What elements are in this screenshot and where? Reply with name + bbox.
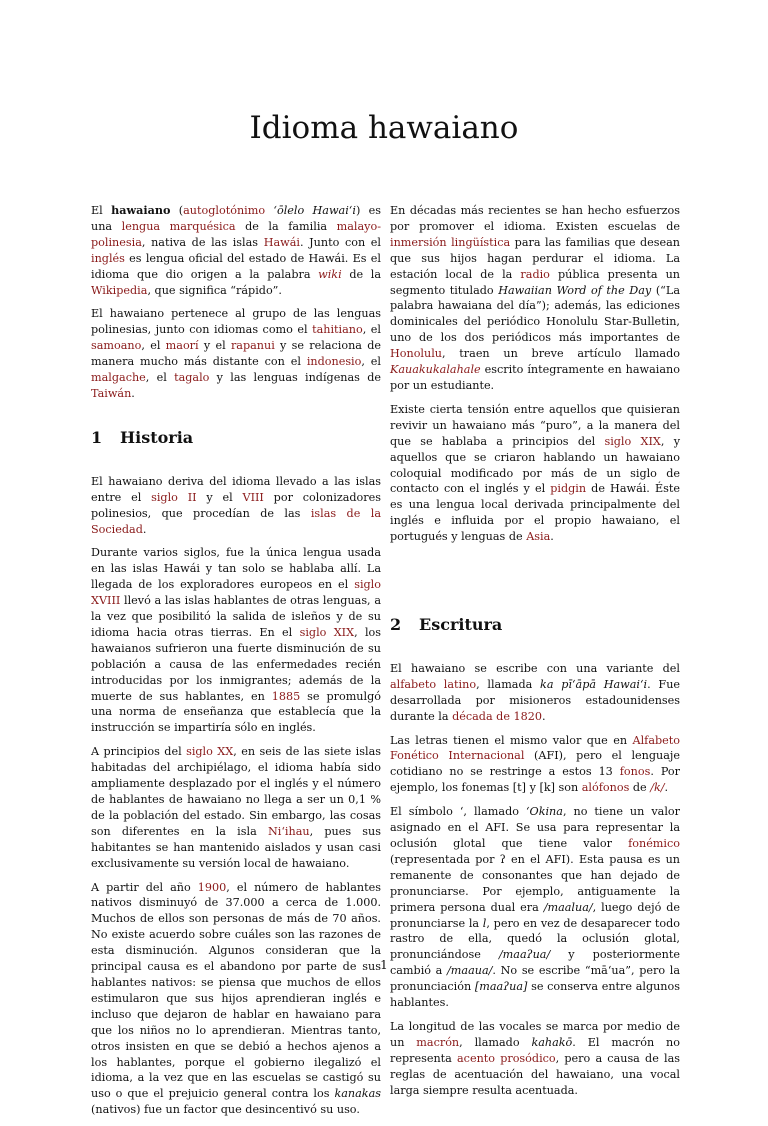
italic-term: Hawaiian Word of the Day — [498, 283, 652, 297]
section-heading-historia — [91, 427, 381, 447]
text-run: y posteriormente cambió a — [390, 948, 680, 978]
text-run: El símbolo ʻ, llamado — [390, 805, 526, 819]
wiki-link[interactable]: década de 1820 — [452, 709, 542, 723]
wiki-link[interactable]: 1885 — [271, 689, 301, 703]
wiki-link[interactable]: siglo XIX — [299, 625, 355, 639]
text-run: , los hawaianos sufrieron una fuerte disminución de su población a causa de las enfermedades recién introducidas por los inmigrantes; además de la muerte de sus hablantes, en — [91, 625, 381, 703]
wiki-link[interactable]: fonos — [619, 765, 651, 779]
italic-term: /maaua/ — [447, 964, 493, 978]
text-run: . Por ejemplo, los fonemas [t] y [k] son — [390, 765, 680, 795]
text-run: por colonizadores polinesios, que procedían de las — [91, 490, 381, 520]
text-run: de — [629, 781, 651, 795]
text-run: (“La palabra hawaiana del día”); además, las ediciones dominicales del periódico Honolulu Star-Bulletin, uno de los dos periódicos más importantes de — [390, 283, 680, 345]
text-run: ) es una — [91, 204, 381, 233]
text-run: . — [131, 386, 135, 400]
historia-paragraph-4 — [91, 880, 381, 1119]
wiki-link[interactable]: islas de la Sociedad — [91, 506, 381, 536]
escritura-paragraph-3 — [390, 804, 680, 1011]
text-run: Las letras tienen el mismo valor que en — [390, 733, 633, 747]
italic-term: ka pīʻāpā Hawaiʻi — [540, 677, 648, 691]
wiki-link[interactable]: macrón — [416, 1035, 460, 1049]
text-run: escrito íntegramente en hawaiano por un estudiante. — [390, 363, 680, 392]
bold-term: hawaiano — [111, 203, 171, 217]
text-run: (representada por ʔ en el AFI). Esta pausa es un remanente de consonantes que han dejado de pronunciarse. Por ejemplo, antiguamente la primera persona dual era — [390, 852, 680, 914]
text-run: (nativos) fue un factor que desincentivó su uso. — [91, 1103, 360, 1117]
escritura-paragraph-4 — [390, 1019, 680, 1099]
text-run: . — [542, 709, 546, 723]
italic-term: /maalua/ — [543, 900, 593, 914]
wiki-link[interactable]: alfabeto latino — [390, 677, 477, 691]
text-run: Existe cierta tensión entre aquellos que quisieran revivir un hawaiano más “puro”, a la manera del que se hablaba a principios del — [390, 402, 680, 448]
wiki-link[interactable]: Wikipedia — [91, 283, 148, 297]
intro-paragraph-1 — [91, 203, 381, 298]
text-run: , el — [361, 355, 382, 369]
text-run: (AFI), pero el lenguaje cotidiano no se restringe a estos 13 — [390, 749, 680, 779]
text-run: El — [91, 204, 112, 217]
historia-paragraph-5 — [390, 203, 680, 394]
intro-paragraph-2 — [91, 306, 381, 401]
wiki-link[interactable]: autoglotónimo — [183, 204, 266, 217]
italic-term: l — [482, 916, 487, 930]
text-run: , pues sus habitantes se han mantenido aislados y usan casi exclusivamente su versión local de hawaiano. — [91, 824, 381, 870]
text-run: y se relaciona de manera mucho más distante con el — [91, 339, 381, 369]
section-number: 1 — [91, 427, 103, 447]
wiki-link[interactable]: Asia — [526, 530, 551, 544]
text-run: llevó a las islas hablantes de otras lenguas, a la vez que posibilitó la salida de isleños y de su idioma hacia otras tierras. En el — [91, 594, 381, 639]
text-run: . — [142, 522, 147, 536]
text-run: y el — [196, 490, 243, 504]
wiki-link[interactable]: siglo II — [151, 490, 197, 504]
text-run: , el número de hablantes nativos disminuyó de 37.000 a cerca de 1.000. Muchos de ellos son personas de más de 70 años. No existe acuerdo sobre cuáles son las razones de esta disminución. Algunos consideran que la principal causa es el abandono por parte de sus hablantes nativos: se piensa que muchos de ellos estimularon que sus hijos aprendieran inglés e incluso que dejaron de hablar en hawaiano para que los niños no lo aprendieran. Mientras tanto, otros insisten en que se debió a hechos ajenos a los hablantes, porque el gobierno ilegalizó el idioma, a la vez que en las escuelas se castigó su uso o que el prejuicio general contra los — [91, 880, 381, 1101]
wiki-link[interactable]: /k/ — [650, 781, 665, 795]
text-run: y el — [198, 339, 231, 353]
section-number: 2 — [390, 615, 402, 635]
wiki-link[interactable]: malayo-polinesia — [91, 219, 382, 249]
italic-term: ʻōlelo Hawaiʻi — [273, 204, 356, 217]
wiki-link[interactable]: inmersión lingüística — [390, 235, 511, 249]
wiki-link[interactable]: rapanui — [230, 339, 275, 353]
wiki-link[interactable]: Alfabeto Fonético Internacional — [390, 733, 680, 763]
italic-term: kanakas — [334, 1087, 381, 1101]
text-run: , y aquellos que se criaron hablando un hawaiano coloquial modificado por más de un siglo de contacto con el inglés y el — [390, 434, 681, 496]
wiki-link[interactable]: Niʻihau — [267, 824, 310, 838]
wiki-link[interactable]: wiki — [318, 267, 342, 281]
wiki-link[interactable]: pidgin — [550, 482, 587, 496]
wiki-link[interactable]: siglo XIX — [604, 434, 661, 448]
text-run: , el — [145, 371, 175, 385]
text-run: , llamado — [459, 1035, 532, 1049]
text-run: de la — [341, 267, 381, 281]
escritura-paragraph-1 — [390, 661, 680, 725]
text-run: de la familia — [235, 219, 337, 233]
text-run: El hawaiano deriva del idioma llevado a las islas entre el — [91, 474, 381, 504]
text-run: y las lenguas indígenas de — [209, 371, 381, 385]
text-run: A principios del — [91, 745, 187, 759]
section-heading-escritura — [390, 617, 680, 633]
text-run: , pero a causa de las reglas de acentuación del hawaiano, una vocal larga siempre resulta acentuada. — [390, 1051, 680, 1097]
text-run: se promulgó una norma de enseñanza que establecía que la instrucción se impartiría sólo en inglés. — [91, 689, 381, 735]
text-run: . El macrón no representa — [390, 1035, 681, 1065]
text-run: El hawaiano se escribe con una variante del — [390, 661, 680, 675]
historia-paragraph-2 — [91, 545, 381, 736]
page-title: Idioma hawaiano — [249, 110, 519, 146]
text-run: En décadas más recientes se han hecho esfuerzos por promover el idioma. Existen escuelas de — [390, 204, 680, 233]
text-run: , en seis de las siete islas habitadas del archipiélago, el idioma había sido ampliamente desplazado por el inglés y el número de hablantes de hawaiano no llega a ser un 0,1 % de la población del estado. Sin embargo, las cosas son diferentes en la isla — [91, 745, 381, 838]
text-run: , que significa “rápido”. — [147, 283, 282, 297]
text-run: . Junto con el — [299, 235, 382, 249]
section-title: Historia — [120, 427, 194, 447]
wiki-link[interactable]: lengua marquésica — [121, 219, 236, 233]
text-run: . — [550, 530, 554, 544]
text-run: . No se escribe “māʻua”, pero la pronunciación — [390, 964, 680, 994]
text-run: La longitud de las vocales se marca por medio de un — [390, 1019, 680, 1049]
historia-paragraph-6 — [390, 402, 680, 545]
text-run: , no tiene un valor asignado en el AFI. Se usa para representar la oclusión glotal que tiene valor — [390, 805, 680, 850]
wiki-link[interactable]: VIII — [242, 490, 264, 504]
text-run: ( — [170, 204, 184, 217]
section-title: Escritura — [419, 615, 503, 635]
italic-term: [maaʔua] — [474, 980, 528, 994]
wiki-link[interactable]: siglo XX — [186, 745, 234, 759]
wiki-link[interactable]: acento prosódico — [457, 1051, 556, 1065]
wiki-link[interactable]: Kauakukalahale — [390, 363, 481, 377]
text-run: , llamada — [476, 677, 541, 691]
text-run: , el — [362, 323, 382, 337]
text-run: , nativa de las islas — [141, 235, 264, 249]
wiki-link[interactable]: alófonos — [581, 781, 630, 795]
historia-paragraph-3 — [91, 744, 381, 871]
text-run: , pero en vez de desaparecer todo rastro de ella, quedó la oclusión glotal, pronunciándose — [390, 916, 680, 962]
text-run: de Hawái. Éste es una lengua local derivada principalmente del inglés e influida por el propio hawaiano, el portugués y lenguas de — [390, 482, 680, 544]
wiki-link[interactable]: radio — [520, 267, 550, 281]
escritura-paragraph-2 — [390, 733, 680, 797]
page-number: 1 — [380, 958, 388, 972]
text-run: El hawaiano pertenece al grupo de las lenguas polinesias, junto con idiomas como el — [91, 307, 381, 337]
wiki-link[interactable]: inglés — [91, 251, 125, 265]
text-run: se conserva entre algunos hablantes. — [390, 980, 680, 1010]
wiki-link[interactable]: samoano — [91, 339, 142, 353]
wiki-link[interactable]: fonémico — [628, 837, 680, 850]
italic-term: kahakō — [531, 1035, 573, 1049]
italic-term: ʻOkina — [525, 805, 563, 819]
text-run: . — [664, 781, 669, 795]
text-run: . Fue desarrollada por misioneros estadounidenses durante la — [390, 677, 681, 723]
wiki-link[interactable]: siglo XVIII — [91, 578, 381, 608]
wiki-link[interactable]: Taiwán — [91, 386, 132, 400]
text-run: es lengua oficial del estado de Hawái. Es el idioma que dio origen a la palabra — [91, 251, 381, 281]
text-run: , traen un breve artículo llamado — [442, 347, 680, 361]
wiki-link[interactable]: tagalo — [174, 371, 210, 385]
wiki-link[interactable]: 1900 — [197, 880, 227, 894]
italic-term: /maaʔua/ — [498, 948, 551, 962]
left-column — [91, 203, 381, 1126]
wiki-link[interactable]: Honolulu — [390, 347, 442, 361]
wiki-link[interactable]: tahitiano — [312, 323, 363, 337]
wiki-link[interactable]: malgache — [91, 371, 146, 385]
text-run: Durante varios siglos, fue la única lengua usada en las islas Hawái y tan solo se hablaba allí. La llegada de los exploradores europeos en el — [91, 546, 381, 592]
text-run: A partir del año — [91, 880, 198, 894]
historia-paragraph-1 — [91, 474, 381, 538]
wiki-link[interactable]: maorí — [165, 339, 199, 353]
text-run: , el — [141, 339, 166, 353]
wiki-link[interactable]: indonesio — [306, 355, 362, 369]
text-run: , luego dejó de pronunciarse la — [390, 900, 681, 930]
text-run: para las familias que desean que sus hijos hagan perdurar el idioma. La estación local de la — [390, 235, 680, 281]
wiki-link[interactable]: Hawái — [263, 235, 300, 249]
text-run: pública presenta un segmento titulado — [390, 267, 680, 297]
